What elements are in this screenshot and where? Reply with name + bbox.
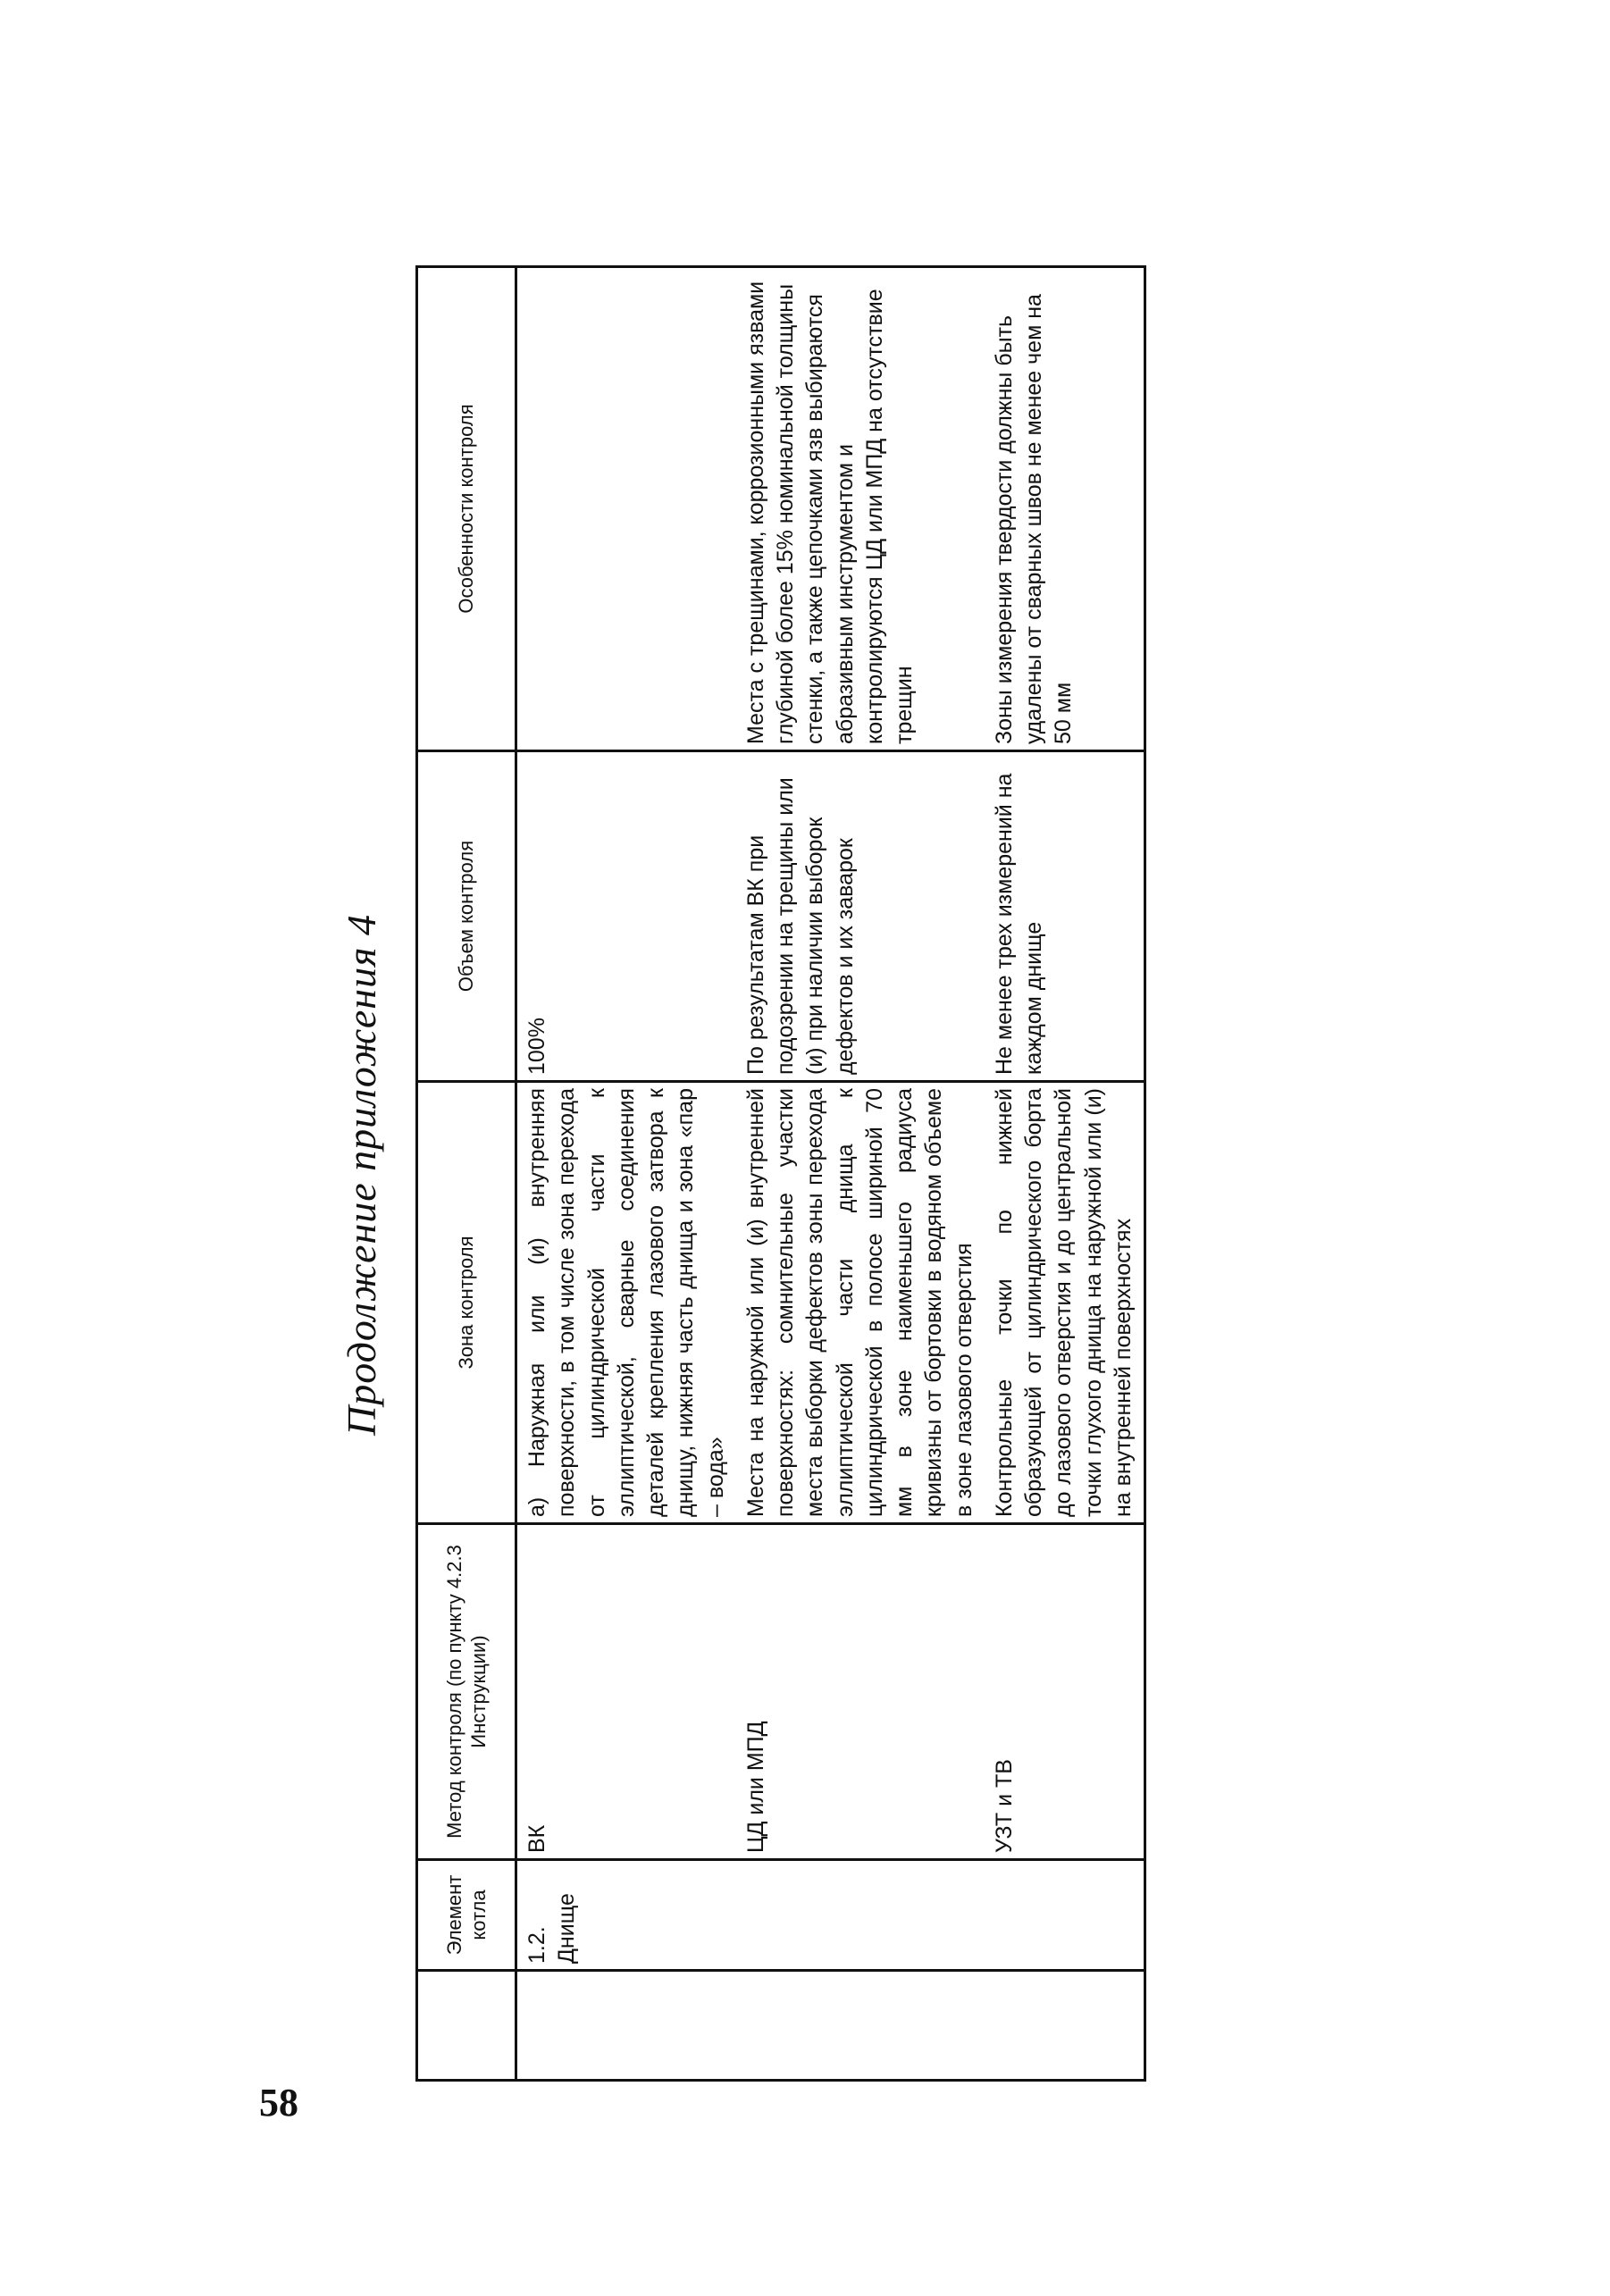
header-features: Особенности контроля xyxy=(417,267,516,751)
cell-zone: а) Наружная или (и) внутренняя поверхности, в том числе зона перехода от цилиндрической части к эллиптической, сварные соединения деталей крепления лазового затвора к днищу, нижняя часть днища и зона «пар – вода» xyxy=(516,1082,736,1524)
cell-features: Зоны измерения твердости должны быть удалены от сварных швов не менее чем на 50 мм xyxy=(985,267,1145,751)
spacer-header-cell xyxy=(417,1971,516,2081)
spacer-cell xyxy=(985,1971,1145,2081)
rotated-page-content xyxy=(322,268,1412,2082)
header-volume: Объем контроля xyxy=(417,751,516,1082)
spacer-cell xyxy=(516,1971,736,2081)
header-element: Элемент котла xyxy=(417,1860,516,1971)
spacer-cell xyxy=(736,1971,985,2081)
cell-volume: Не менее трех измерений на каждом днище xyxy=(985,751,1145,1082)
cell-zone: Места на наружной или (и) внутренней поверхностях: сомнительные участки места выборки дефектов зоны перехода эллиптической части днища к цилиндрической в полосе шириной 70 мм в зоне наименьшего радиуса кривизны от бортовки в водяном объеме в зоне лазового отверстия xyxy=(736,1082,985,1524)
cell-method: ВК xyxy=(516,1524,736,1860)
cell-element xyxy=(736,1860,985,1971)
header-zone: Зона контроля xyxy=(417,1082,516,1524)
table-header-row xyxy=(417,267,516,2081)
cell-method: УЗТ и ТВ xyxy=(985,1524,1145,1860)
cell-element xyxy=(985,1860,1145,1971)
cell-element: 1.2. Днище xyxy=(516,1860,736,1971)
cell-volume: По результатам ВК при подозрении на трещины или (и) при наличии выборок дефектов и их заварок xyxy=(736,751,985,1082)
page-caption: Продолжение приложения 4 xyxy=(339,914,384,1436)
header-method: Метод контроля (по пункту 4.2.3 Инструкции) xyxy=(417,1524,516,1860)
page-number: 58 xyxy=(259,2081,298,2124)
cell-method: ЦД или МПД xyxy=(736,1524,985,1860)
table-row xyxy=(736,267,985,2081)
cell-features: Места с трещинами, коррозионными язвами глубиной более 15% номинальной толщины стенки, а также цепочками язв выбираются абразивным инструментом и контролируются ЦД или МПД на отсутствие трещин xyxy=(736,267,985,751)
cell-zone: Контрольные точки по нижней образующей от цилиндрического борта до лазового отверстия и до центральной точки глухого днища на наружной или (и) на внутренней поверхностях xyxy=(985,1082,1145,1524)
table-row xyxy=(516,267,736,2081)
cell-volume: 100% xyxy=(516,751,736,1082)
table-row xyxy=(985,267,1145,2081)
control-table xyxy=(415,265,1146,2082)
cell-features xyxy=(516,267,736,751)
